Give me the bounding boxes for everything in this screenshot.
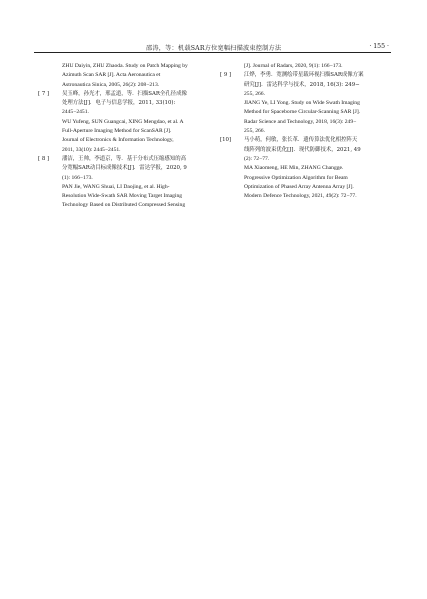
reference-line: 2011, 33(10): 2445−2451. [62,146,121,153]
reference-line: Optimization of Phased Array Antenna Array [J]. [244,183,354,190]
reference-line: 马小萌，何敏，张长革．遗传算法优化相控阵天 [244,137,358,144]
reference-line: ZHU Daiyin, ZHU Zhaoda. Study on Patch Mapping by [62,63,188,69]
reference-line: Astronautica Sinica, 2005, 26(2): 208−213. [62,81,160,88]
running-header [34,38,391,53]
reference-entry [38,155,206,211]
reference-number: [ 7 ] [38,90,50,97]
references-right-column [220,62,390,201]
references-left-column [38,62,206,211]
reference-entry [38,90,206,155]
reference-line: JIANG Ye, LI Yong. Study on Wide Swath Imaging [244,100,360,107]
reference-entry [220,62,390,71]
reference-line: 吴玉峰，孙光才，邢孟道，等．扫描SAR全孔径成像 [62,90,187,97]
reference-line: Technology Based on Distributed Compressed Sensing [62,202,186,209]
reference-line: WU Yufeng, SUN Guangcai, XING Mengdao, et al. A [62,118,184,125]
reference-line: [J]. Journal of Radars, 2020, 9(1): 166−173. [244,63,343,69]
reference-line: (2): 72−77. [244,155,270,162]
reference-entry [220,136,390,201]
reference-line: Progressive Optimization Algorithm for Beam [244,174,348,181]
reference-line: Method for Spaceborne Circular-Scanning SAR [J]. [244,109,361,116]
reference-line: Modern Defence Technology, 2021, 49(2): 72−77. [244,193,357,200]
reference-entry [220,71,390,136]
reference-line: 分宽幅SAR动目标成像技术[J]．雷达学报，2020, 9 [62,165,187,172]
reference-line: Journal of Electronics & Information Technology, [62,137,174,144]
reference-line: 潘洁，王帅，李道京，等．基于分布式压缩感知的高 [62,155,186,162]
reference-line: Azimuth Scan SAR [J]. Acta Aeronautica et [62,72,161,79]
reference-line: Radar Science and Technology, 2018, 16(3): 249− [244,118,357,125]
reference-number: [ 8 ] [38,155,50,162]
reference-line: 255, 266. [244,90,265,97]
reference-number: [10] [220,137,232,144]
reference-line: 255, 266. [244,128,265,135]
reference-number: [ 9 ] [220,72,232,79]
reference-line: 江烨，李勇．宽测绘带星载环视扫描SAR成像方案 [244,72,364,79]
reference-line: MA Xiaomeng, HE Min, ZHANG Changge. [244,165,344,172]
running-title: 邵涛，等：机载SAR方位宽幅扫描波束控制方法 [146,45,282,52]
reference-line: Resolution Wide-Swath SAR Moving Target Imaging [62,193,183,200]
page-number: · 155 · [369,43,389,50]
reference-line: 处理方法[J]．电子与信息学报，2011, 33(10): [62,100,176,107]
reference-line: (1): 166−173. [62,174,93,181]
reference-line: 线阵列的波束优化[J]．现代防御技术，2021, 49 [244,146,361,153]
reference-line: PAN Jie, WANG Shuai, LI Daojing, et al. High- [62,183,170,190]
reference-entry [38,62,206,90]
reference-line: 2445−2451. [62,109,89,116]
reference-line: Full-Aperture Imaging Method for ScanSAR [J]. [62,128,172,135]
reference-line: 研究[J]．雷达科学与技术，2018, 16(3): 249− [244,81,360,88]
